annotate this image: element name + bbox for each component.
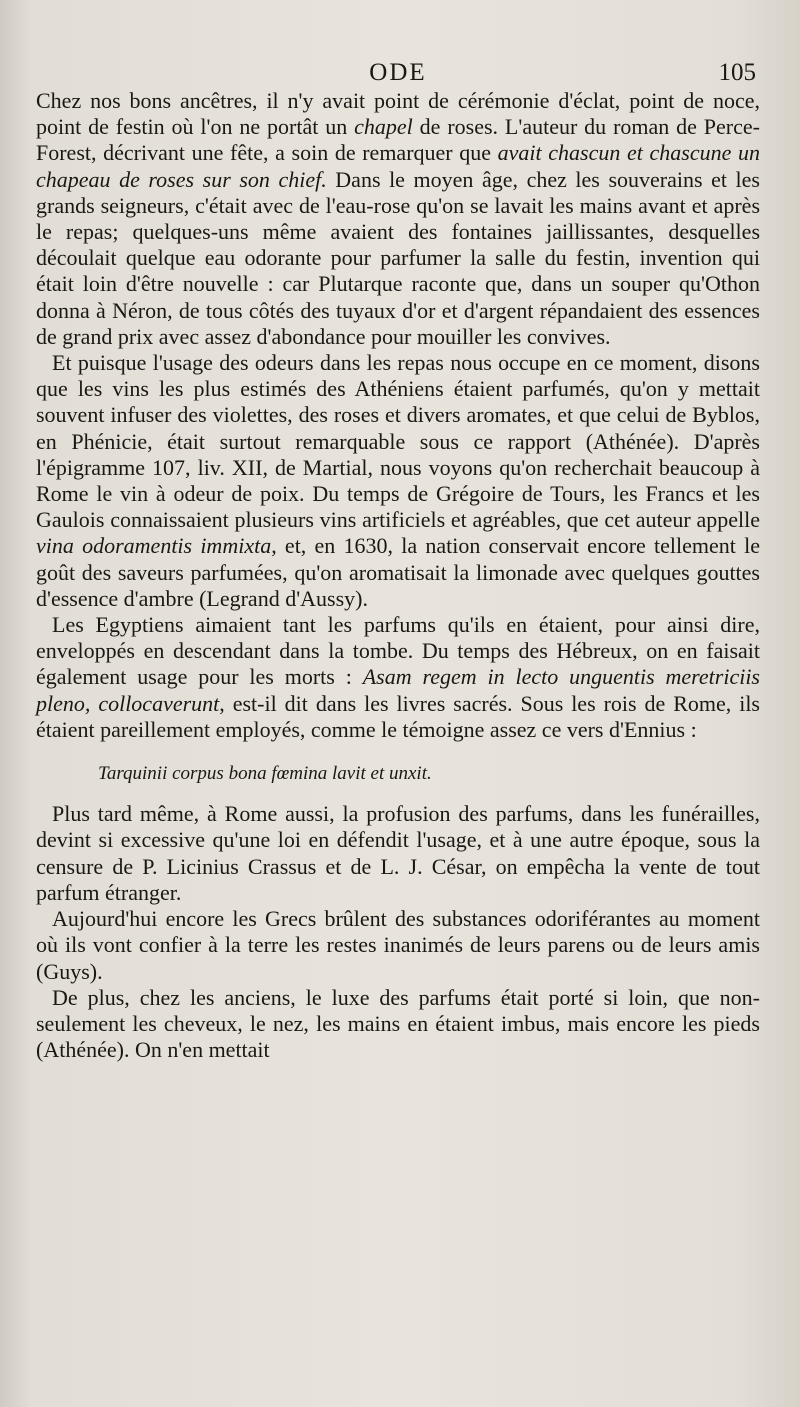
body-text xyxy=(36,88,760,1063)
verse-quotation xyxy=(36,761,760,787)
text-run: Et puisque l'usage des odeurs dans les repas nous occupe en ce moment, disons que les vins les plus estimés des Athéniens étaient parfumés, qu'on y mettait souvent infuser des violettes, des roses et divers aromates, et que celui de Byblos, en Phénicie, était surtout remarquable sous ce rapport (Athénée). D'après l'épigramme 107, liv. XII, de Martial, nous voyons qu'on recherchait beaucoup à Rome le vin à odeur de poix. Du temps de Grégoire de Tours, les Francs et les Gaulois connaissaient plusieurs vins artificiels et agréables, que cet auteur appelle xyxy=(36,350,760,533)
paragraph xyxy=(36,88,760,350)
italic-text: chapel xyxy=(354,114,413,140)
italic-text: Asam regem in lecto unguentis meretriciis pleno, collocaverunt xyxy=(36,664,760,716)
page-header xyxy=(36,56,760,90)
paragraph xyxy=(36,985,760,1064)
text-run: de roses. L'auteur du roman de Perce-Forest, décrivant une fête, a soin de remarquer que xyxy=(36,114,760,166)
text-run: , et, en 1630, la nation conservait encore tellement le goût des saveurs parfumées, qu'on aromatisait la limonade avec quelques gouttes d'essence d'ambre (Legrand d'Aussy). xyxy=(36,533,760,611)
italic-text: vina odoramentis immixta xyxy=(36,533,272,559)
italic-text: Tarquinii corpus bona fœmina lavit et unxit. xyxy=(98,763,432,785)
text-run: Aujourd'hui encore les Grecs brûlent des substances odoriférantes au moment où ils vont confier à la terre les restes inanimés de leurs parens ou de leurs amis (Guys). xyxy=(36,906,760,984)
italic-text: avait chascun et chascune un chapeau de roses sur son chief. xyxy=(36,140,761,192)
text-run: Dans le moyen âge, chez les souverains et les grands seigneurs, c'était avec de l'eau-rose qu'on se lavait les mains avant et après le repas; quelques-uns même avaient des fontaines jaillissantes, desquelles découlait quelque eau odorante pour parfumer la salle du festin, invention qui était loin d'être nouvelle : car Plutarque raconte que, dans un souper qu'Othon donna à Néron, de tous côtés des tuyaux d'or et d'argent répandaient des essences de grand prix avec assez d'abondance pour mouiller les convives. xyxy=(36,166,760,349)
paragraph xyxy=(36,906,760,985)
paragraph xyxy=(36,612,760,743)
text-run: Les Egyptiens aimaient tant les parfums qu'ils en étaient, pour ainsi dire, enveloppés en descendant dans la tombe. Du temps des Hébreux, on en faisait également usage pour les morts : xyxy=(36,612,760,690)
text-run: De plus, chez les anciens, le luxe des parfums était porté si loin, que non-seulement les cheveux, le nez, les mains en étaient imbus, mais encore les pieds (Athénée). On n'en mettait xyxy=(36,984,760,1063)
paragraph xyxy=(36,350,760,612)
text-run: Chez nos bons ancêtres, il n'y avait point de cérémonie d'éclat, point de noce, point de festin où l'on ne portât un xyxy=(36,88,760,140)
paragraph xyxy=(36,801,760,906)
running-title: ODE xyxy=(369,59,427,86)
text-run: , est-il dit dans les livres sacrés. Sous les rois de Rome, ils étaient pareillement employés, comme le témoigne assez ce vers d'Ennius : xyxy=(36,690,760,742)
page-number: 105 xyxy=(718,59,756,86)
text-run: Plus tard même, à Rome aussi, la profusion des parfums, dans les funérailles, devint si excessive qu'une loi en défendit l'usage, et à une autre époque, sous la censure de P. Licinius Crassus et de L. J. César, on empêcha la vente de tout parfum étranger. xyxy=(36,801,760,905)
